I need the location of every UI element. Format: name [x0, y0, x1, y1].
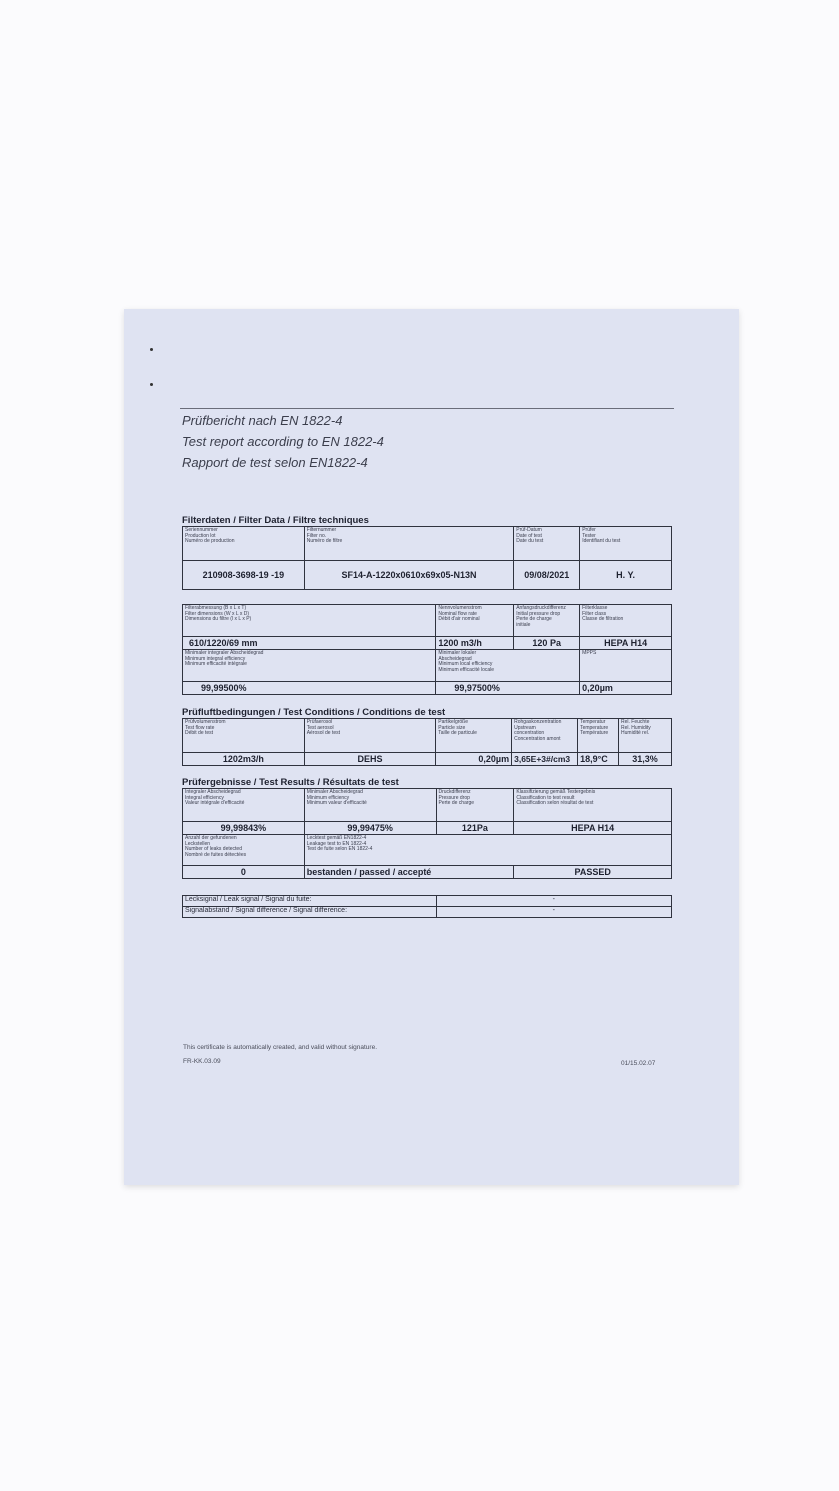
- value-mpps: 0,20µm: [580, 682, 672, 695]
- filter-data-heading: Filterdaten / Filter Data / Filtre techniques: [182, 515, 369, 526]
- value-test-flow: 1202m3/h: [183, 753, 305, 766]
- leak-signal-value: -: [436, 896, 671, 907]
- label-leak-test: Lecktest gemäß EN1822-4 Leakage test to EN 1822-4 Test de fuite selon EN 1822-4: [304, 835, 671, 866]
- value-test-aerosol: DEHS: [304, 753, 436, 766]
- label-test-date: Prüf-Datum Date of test Date du test: [514, 527, 580, 561]
- signal-difference-row: [183, 907, 672, 918]
- value-dimensions: 610/1220/69 mm: [183, 637, 436, 650]
- value-classification: HEPA H14: [514, 822, 672, 835]
- header-rule: [180, 408, 674, 409]
- label-temperature: Temperatur Temperature Température: [578, 719, 619, 753]
- punch-hole-mark: [150, 348, 153, 351]
- leak-signal-table: [182, 895, 672, 918]
- label-test-flow: Prüfvolumenstrom Test flow rate Débit de test: [183, 719, 305, 753]
- value-min-eff: 99,99475%: [304, 822, 436, 835]
- label-humidity: Rel. Feuchte Rel. Humidity Humidité rel.: [619, 719, 672, 753]
- label-test-aerosol: Prüfaerosol Test aerosol Aérosol de test: [304, 719, 436, 753]
- form-id: FR-KK.03.09: [183, 1058, 221, 1065]
- label-mpps: MPPS: [580, 650, 672, 682]
- label-filter-class: Filterklasse Filter class Classe de filtration: [580, 605, 672, 637]
- label-dimensions: Filterabmessung (B x L x T) Filter dimensions (W x L x D) Dimensions du filtre (l x L x P): [183, 605, 436, 637]
- label-tester: Prüfer Tester Identifiant du test: [580, 527, 672, 561]
- value-pressure-drop: 121Pa: [436, 822, 514, 835]
- label-min-integral-eff: Minimaler integraler Abscheidegrad Minimum integral efficiency Minimum efficacité intégrale: [183, 650, 436, 682]
- label-particle-size: Partikelgröße Particle size Taille de particule: [436, 719, 512, 753]
- label-classification: Klassifizierung gemäß Testergebnis Classification to test result Classification selon résultat de test: [514, 789, 672, 822]
- label-leak-count: Anzahl der gefundenen Leckstellen Number of leaks detected Nombré de fuites détectées: [183, 835, 305, 866]
- value-production-lot: 210908-3698-19 -19: [183, 561, 305, 590]
- value-nominal-flow: 1200 m3/h: [436, 637, 514, 650]
- label-integral-eff: Integraler Abscheidegrad Integral efficiency Valeur intégrale d'efficacité: [183, 789, 305, 822]
- title-en: Test report according to EN 1822-4: [182, 434, 384, 449]
- value-temperature: 18,9°C: [578, 753, 619, 766]
- label-pressure-drop: Druckdifferenz Pressure drop Perte de charge: [436, 789, 514, 822]
- signal-difference-label: Signalabstand / Signal difference / Signal difference:: [183, 907, 437, 918]
- value-initial-pressure: 120 Pa: [514, 637, 580, 650]
- value-particle-size: 0,20µm: [436, 753, 512, 766]
- leak-signal-label: Lecksignal / Leak signal / Signal du fuite:: [183, 896, 437, 907]
- label-initial-pressure: Anfangsdruckdifferenz Initial pressure drop Perte de charge initiale: [514, 605, 580, 637]
- value-integral-eff: 99,99843%: [183, 822, 305, 835]
- filter-id-table: [182, 526, 672, 590]
- value-filter-class: HEPA H14: [580, 637, 672, 650]
- label-min-local-eff: Minimaler lokaler Abscheidegrad Minimum local efficiency Minimum efficacité locale: [436, 650, 580, 682]
- value-test-date: 09/08/2021: [514, 561, 580, 590]
- test-conditions-table: [182, 718, 672, 766]
- filter-spec-table: [182, 604, 672, 695]
- value-tester: H. Y.: [580, 561, 672, 590]
- label-filter-no: Filternummer Filter no. Numéro de filtre: [304, 527, 514, 561]
- signal-difference-value: -: [436, 907, 671, 918]
- report-sheet: [124, 309, 739, 1185]
- value-leak-test: bestanden / passed / accepté: [304, 866, 514, 879]
- label-min-eff: Minimaler Abscheidegrad Minimum efficiency Minimum valeur d'efficacité: [304, 789, 436, 822]
- test-conditions-heading: Prüfluftbedingungen / Test Conditions / Conditions de test: [182, 707, 446, 718]
- value-filter-no: SF14-A-1220x0610x69x05-N13N: [304, 561, 514, 590]
- test-results-heading: Prüfergebnisse / Test Results / Résultats de test: [182, 777, 399, 788]
- label-upstream-conc: Rohgaskonzentration Upstream concentration Concentration amont: [512, 719, 578, 753]
- test-results-table: [182, 788, 672, 879]
- label-nominal-flow: Nennvolumenstrom Nominal flow rate Débit d'air nominal: [436, 605, 514, 637]
- value-leak-count: 0: [183, 866, 305, 879]
- value-leak-status: PASSED: [514, 866, 672, 879]
- punch-hole-mark: [150, 383, 153, 386]
- version-code: 01/15.02.07: [621, 1060, 656, 1067]
- value-min-integral-eff: 99,99500%: [183, 682, 436, 695]
- certificate-note: This certificate is automatically created, and valid without signature.: [183, 1044, 378, 1051]
- label-production-lot: Seriennummer Production lot Numéro de production: [183, 527, 305, 561]
- value-upstream-conc: 3,65E+3#/cm3: [512, 753, 578, 766]
- value-min-local-eff: 99,97500%: [436, 682, 580, 695]
- leak-signal-row: [183, 896, 672, 907]
- title-fr: Rapport de test selon EN1822-4: [182, 455, 368, 470]
- title-de: Prüfbericht nach EN 1822-4: [182, 413, 343, 428]
- value-humidity: 31,3%: [619, 753, 672, 766]
